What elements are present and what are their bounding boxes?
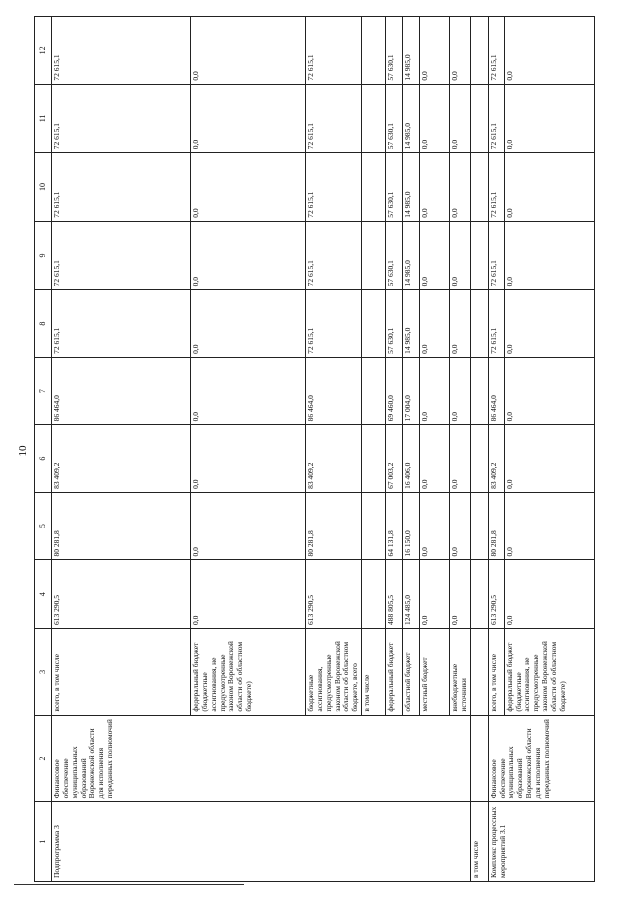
amount-cell: 72 615,1	[306, 153, 362, 222]
amount-cell: 0,0	[191, 425, 306, 493]
amount-cell: 14 985,0	[403, 290, 420, 358]
amount-cell: 0,0	[420, 357, 450, 425]
amount-cell: 16 406,0	[403, 425, 420, 493]
amount-cell: 0,0	[191, 221, 306, 290]
column-number: 12	[35, 17, 52, 85]
amount-cell: 0,0	[504, 425, 594, 493]
amount-cell: 0,0	[191, 84, 306, 153]
funding-source-label: внебюджетные источники	[450, 628, 471, 715]
amount-cell: 0,0	[420, 84, 450, 153]
budget-table	[34, 16, 595, 882]
amount-cell: 57 630,1	[386, 221, 403, 290]
subprogram-section	[52, 17, 471, 882]
amount-cell: 80 281,8	[52, 492, 191, 560]
program-name-cell: Комплекс процессных мероприятий 3.1	[488, 802, 594, 882]
amount-cell: 64 131,8	[386, 492, 403, 560]
amount-cell	[362, 153, 386, 222]
amount-cell: 0,0	[504, 492, 594, 560]
amount-cell: 0,0	[504, 357, 594, 425]
amount-cell: 72 615,1	[52, 221, 191, 290]
funding-source-label: федеральный бюджет (бюджетные ассигнования, не предусмотренные законом Воронежской области об областном бюджете)	[504, 628, 594, 715]
column-number: 3	[35, 628, 52, 715]
funding-source-label: всего, в том числе	[488, 628, 504, 715]
amount-cell: 0,0	[191, 492, 306, 560]
amount-cell: 72 615,1	[488, 153, 504, 222]
amount-cell: 72 615,1	[488, 290, 504, 358]
amount-cell: 0,0	[450, 17, 471, 85]
program-description-cell: Финансовое обеспечение муниципальных образований Воронежской области для исполнения переданных полномочий	[52, 715, 471, 802]
funding-source-label: федеральный бюджет (бюджетные ассигнования, не предусмотренные законом Воронежской области об областном бюджете)	[191, 628, 306, 715]
column-number: 8	[35, 290, 52, 358]
amount-cell: 17 004,0	[403, 357, 420, 425]
amount-cell: 0,0	[504, 84, 594, 153]
amount-cell: 67 003,2	[386, 425, 403, 493]
amount-cell: 0,0	[420, 560, 450, 629]
amount-cell: 0,0	[450, 153, 471, 222]
funding-source-label: бюджетные ассигнования, предусмотренные законом Воронежской области об областном бюджете, всего	[306, 628, 362, 715]
amount-cell: 86 464,0	[306, 357, 362, 425]
amount-cell: 83 409,2	[306, 425, 362, 493]
amount-cell: 0,0	[420, 290, 450, 358]
amount-cell: 0,0	[504, 290, 594, 358]
amount-cell: 83 409,2	[52, 425, 191, 493]
amount-cell: 72 615,1	[52, 84, 191, 153]
amount-cell: 72 615,1	[306, 290, 362, 358]
amount-cell: 16 150,0	[403, 492, 420, 560]
amount-cell: 0,0	[450, 560, 471, 629]
in-that-number-label: в том числе	[470, 802, 488, 882]
amount-cell	[362, 357, 386, 425]
amount-cell: 57 630,1	[386, 153, 403, 222]
program-name-cell: Подпрограмма 3	[52, 802, 471, 882]
column-number: 11	[35, 84, 52, 153]
amount-cell: 0,0	[504, 17, 594, 85]
amount-cell: 0,0	[450, 84, 471, 153]
funding-source-label: всего, в том числе	[52, 628, 191, 715]
amount-cell: 72 615,1	[488, 84, 504, 153]
amount-cell: 14 985,0	[403, 17, 420, 85]
amount-cell: 14 985,0	[403, 153, 420, 222]
amount-cell: 80 281,8	[306, 492, 362, 560]
amount-cell: 613 290,5	[488, 560, 504, 629]
amount-cell	[362, 17, 386, 85]
amount-cell	[362, 492, 386, 560]
column-number: 5	[35, 492, 52, 560]
amount-cell: 72 615,1	[488, 221, 504, 290]
amount-cell	[362, 84, 386, 153]
footer-divider	[14, 884, 244, 885]
amount-cell: 72 615,1	[52, 290, 191, 358]
program-description-cell: Финансовое обеспечение муниципальных образований Воронежской области для исполнения переданных полномочий	[488, 715, 594, 802]
amount-cell: 0,0	[450, 290, 471, 358]
amount-cell: 80 281,8	[488, 492, 504, 560]
page-number: 10	[17, 445, 29, 457]
amount-cell: 72 615,1	[306, 84, 362, 153]
amount-cell: 86 464,0	[488, 357, 504, 425]
funding-source-label: федеральный бюджет	[386, 628, 403, 715]
amount-cell: 14 985,0	[403, 84, 420, 153]
amount-cell: 0,0	[420, 17, 450, 85]
funding-source-label: местный бюджет	[420, 628, 450, 715]
amount-cell: 0,0	[450, 492, 471, 560]
amount-cell: 0,0	[420, 221, 450, 290]
amount-cell: 57 630,1	[386, 290, 403, 358]
amount-cell: 0,0	[191, 153, 306, 222]
amount-cell: 0,0	[504, 153, 594, 222]
amount-cell: 0,0	[420, 153, 450, 222]
table-row	[52, 17, 191, 882]
table-row	[488, 17, 504, 882]
amount-cell	[362, 560, 386, 629]
amount-cell: 613 290,5	[52, 560, 191, 629]
amount-cell: 14 985,0	[403, 221, 420, 290]
amount-cell: 0,0	[450, 425, 471, 493]
complex-section	[488, 17, 594, 882]
column-number: 1	[35, 802, 52, 882]
amount-cell: 83 409,2	[488, 425, 504, 493]
amount-cell: 0,0	[191, 290, 306, 358]
amount-cell: 0,0	[191, 560, 306, 629]
in-that-number-row	[470, 17, 488, 882]
amount-cell	[362, 221, 386, 290]
funding-source-label: в том числе	[362, 628, 386, 715]
column-number: 9	[35, 221, 52, 290]
rotated-table-area	[34, 16, 567, 882]
amount-cell	[362, 290, 386, 358]
amount-cell: 57 630,1	[386, 84, 403, 153]
amount-cell: 0,0	[420, 425, 450, 493]
amount-cell: 72 615,1	[488, 17, 504, 85]
amount-cell: 0,0	[191, 357, 306, 425]
column-number: 4	[35, 560, 52, 629]
column-number: 6	[35, 425, 52, 493]
amount-cell: 72 615,1	[52, 153, 191, 222]
amount-cell: 0,0	[450, 357, 471, 425]
column-number: 7	[35, 357, 52, 425]
amount-cell: 72 615,1	[306, 17, 362, 85]
amount-cell: 124 485,0	[403, 560, 420, 629]
column-number: 2	[35, 715, 52, 802]
amount-cell: 0,0	[420, 492, 450, 560]
amount-cell: 0,0	[504, 221, 594, 290]
amount-cell: 86 464,0	[52, 357, 191, 425]
amount-cell: 69 460,0	[386, 357, 403, 425]
amount-cell: 0,0	[450, 221, 471, 290]
amount-cell	[362, 425, 386, 493]
header-row	[35, 17, 52, 882]
column-number: 10	[35, 153, 52, 222]
amount-cell: 57 630,1	[386, 17, 403, 85]
amount-cell: 72 615,1	[52, 17, 191, 85]
amount-cell: 488 805,5	[386, 560, 403, 629]
funding-source-label: областной бюджет	[403, 628, 420, 715]
amount-cell: 0,0	[191, 17, 306, 85]
amount-cell: 72 615,1	[306, 221, 362, 290]
amount-cell: 613 290,5	[306, 560, 362, 629]
amount-cell: 0,0	[504, 560, 594, 629]
